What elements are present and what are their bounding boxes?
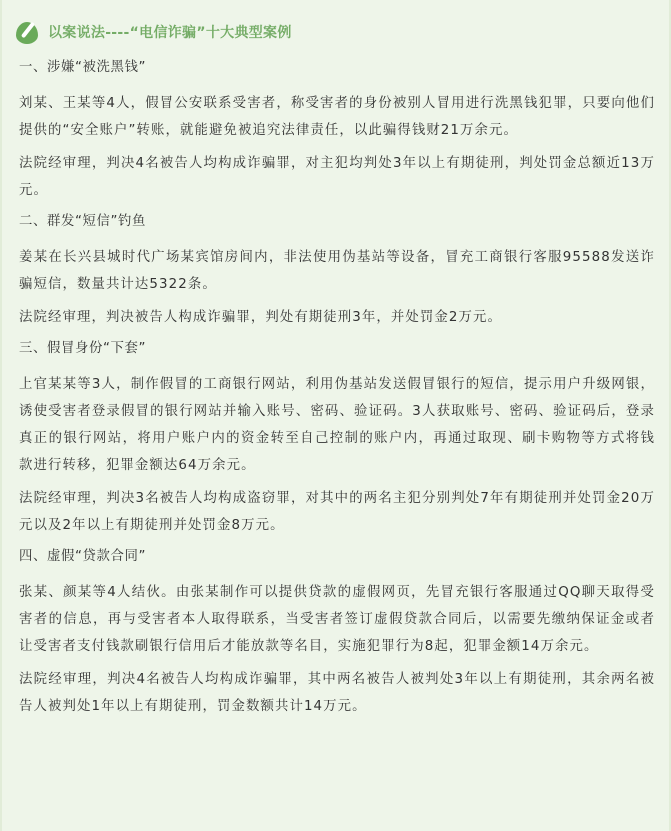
article-body — [2, 58, 669, 720]
case-4-heading: 四、虚假“贷款合同” — [19, 549, 146, 564]
leaf-pen-icon — [16, 20, 40, 44]
case-4-facts: 张某、颜某等4人结伙。由张某制作可以提供贷款的虚假网页，先冒充银行客服通过QQ聊天取得受害者的信息，再与受害者本人取得联系，当受害者签订虚假贷款合同后，以需要先缴纳保证金或者让受害者支付钱款刷银行信用后才能放款等名目，实施犯罪行为8起，犯罪金额14万余元。 — [19, 585, 655, 654]
case-2-heading: 二、群发“短信”钓鱼 — [19, 214, 146, 229]
case-3-verdict: 法院经审理，判决3名被告人均构成盗窃罪，对其中的两名主犯分别判处7年有期徒刑并处罚金20万元以及2年以上有期徒刑并处罚金8万元。 — [19, 491, 655, 533]
case-1-facts: 刘某、王某等4人，假冒公安联系受害者，称受害者的身份被别人冒用进行洗黑钱犯罪，只要向他们提供的“安全账户”转账，就能避免被追究法律责任，以此骗得钱财21万余元。 — [19, 96, 655, 138]
case-3-facts: 上官某某等3人，制作假冒的工商银行网站，利用伪基站发送假冒银行的短信，提示用户升级网银，诱使受害者登录假冒的银行网站并输入账号、密码、验证码。3人获取账号、密码、验证码后，登录真正的银行网站，将用户账户内的资金转至自己控制的账户内，再通过取现、刷卡购物等方式将钱款进行转移，犯罪金额达64万余元。 — [19, 377, 655, 473]
case-2-facts: 姜某在长兴县城时代广场某宾馆房间内，非法使用伪基站等设备，冒充工商银行客服95588发送诈骗短信，数量共计达5322条。 — [19, 250, 655, 292]
case-4-verdict: 法院经审理，判决4名被告人均构成诈骗罪，其中两名被告人被判处3年以上有期徒刑，其余两名被告人被判处1年以上有期徒刑，罚金数额共计14万元。 — [19, 672, 655, 714]
case-2-verdict: 法院经审理，判决被告人构成诈骗罪，判处有期徒刑3年，并处罚金2万元。 — [19, 310, 502, 325]
article-title: 以案说法----“电信诈骗”十大典型案例 — [48, 25, 292, 41]
case-1-heading: 一、涉嫌“被洗黑钱” — [19, 60, 146, 75]
article-header — [2, 0, 669, 50]
case-3-heading: 三、假冒身份“下套” — [19, 341, 146, 356]
case-1-verdict: 法院经审理，判决4名被告人均构成诈骗罪，对主犯均判处3年以上有期徒刑，判处罚金总额近13万元。 — [19, 156, 655, 198]
